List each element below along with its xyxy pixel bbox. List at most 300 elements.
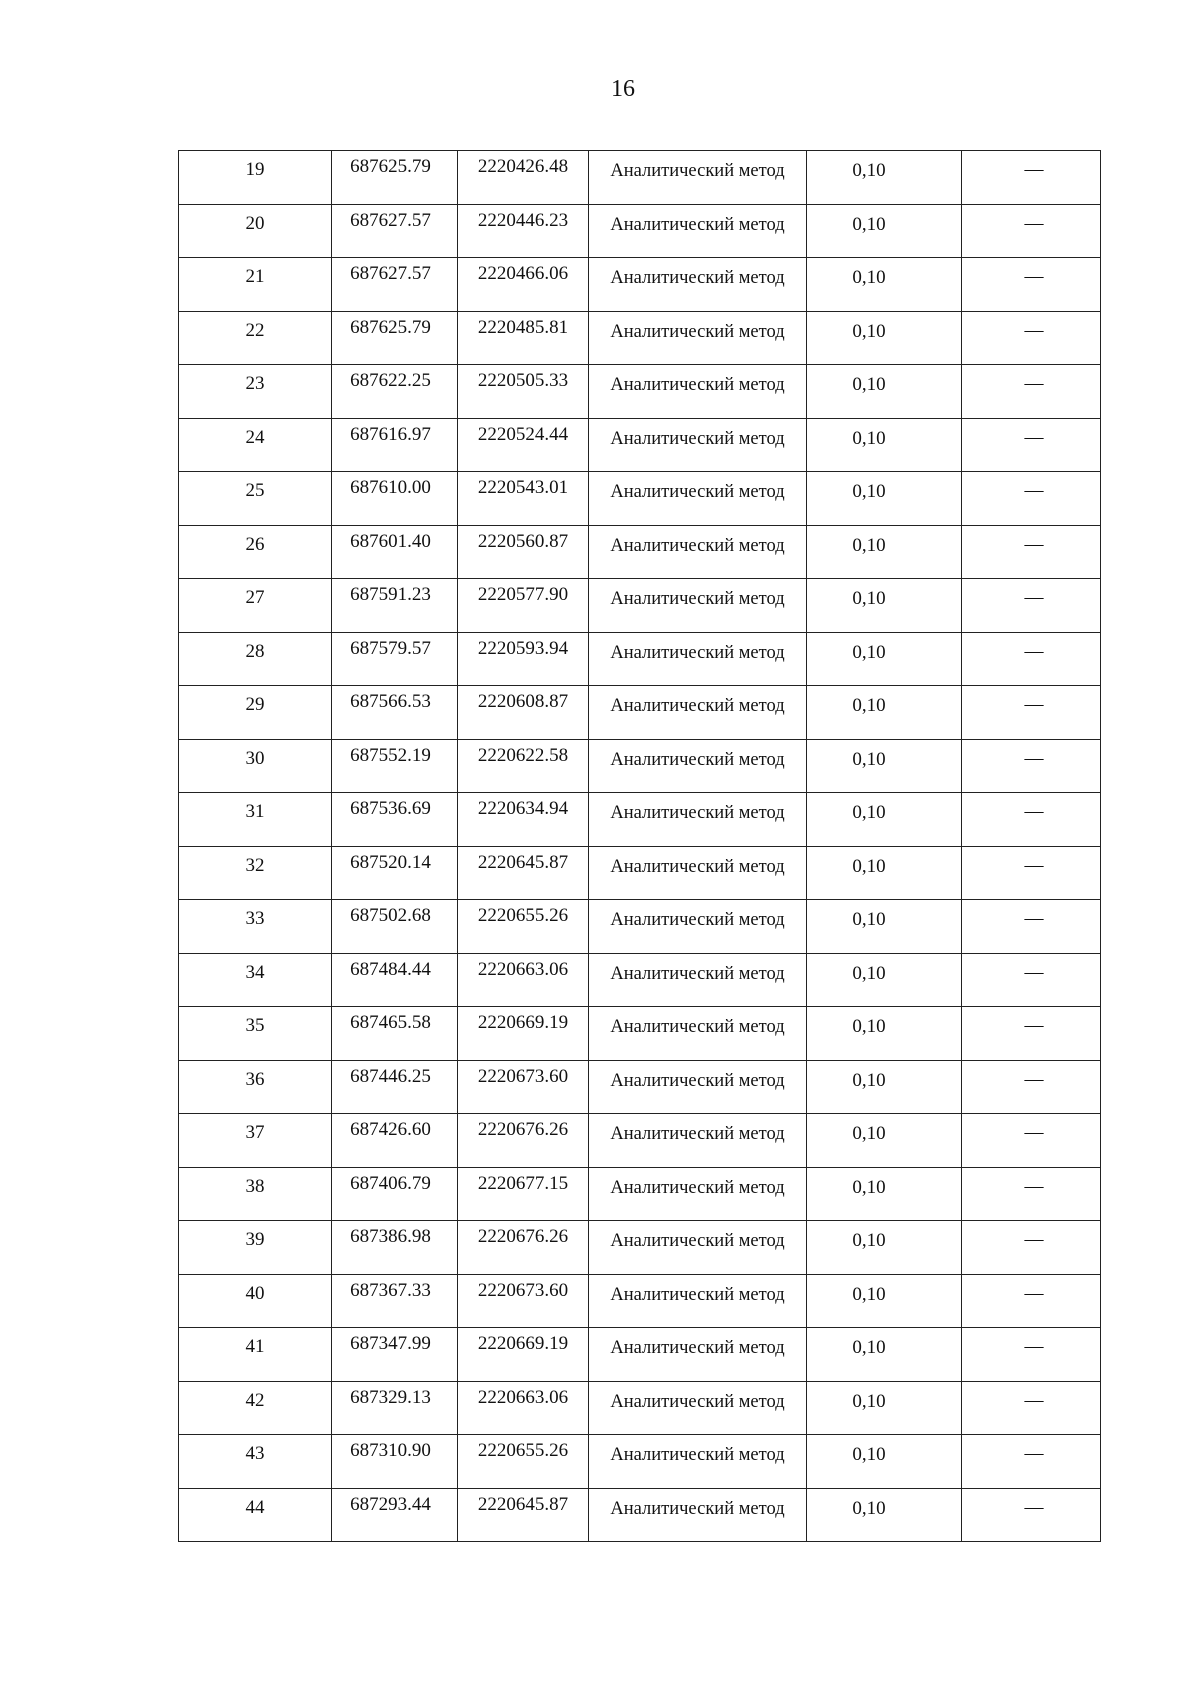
y-coordinate-cell-text: 2220560.87 xyxy=(477,530,569,552)
note-cell xyxy=(962,579,1101,633)
accuracy-cell xyxy=(807,846,962,900)
method-cell-text: Аналитический метод xyxy=(610,214,785,235)
note-cell-text: — xyxy=(1024,426,1044,448)
method-cell-text: Аналитический метод xyxy=(610,535,785,556)
point-number-cell xyxy=(179,365,332,419)
x-coordinate-cell xyxy=(332,1167,458,1221)
accuracy-cell xyxy=(807,686,962,740)
accuracy-cell-text: 0,10 xyxy=(852,1230,886,1251)
y-coordinate-cell-text: 2220676.26 xyxy=(477,1119,569,1140)
point-number-cell xyxy=(179,632,332,686)
point-number-cell xyxy=(179,1488,332,1542)
point-number-cell xyxy=(179,1274,332,1328)
table-row xyxy=(179,579,1101,633)
coordinates-table-wrapper xyxy=(178,150,1100,1542)
accuracy-cell-text: 0,10 xyxy=(852,534,886,556)
note-cell-text: — xyxy=(1024,854,1044,876)
method-cell-text: Аналитический метод xyxy=(610,1124,785,1144)
accuracy-cell xyxy=(807,258,962,312)
x-coordinate-cell xyxy=(332,846,458,900)
method-cell-text: Аналитический метод xyxy=(610,589,785,609)
note-cell-text: — xyxy=(1024,801,1044,822)
point-number-cell xyxy=(179,1060,332,1114)
accuracy-cell-text: 0,10 xyxy=(852,748,886,770)
x-coordinate-cell-text: 687627.57 xyxy=(350,263,431,284)
accuracy-cell xyxy=(807,1328,962,1382)
y-coordinate-cell-text: 2220676.26 xyxy=(477,1226,569,1247)
y-coordinate-cell-text: 2220669.19 xyxy=(477,1012,569,1033)
point-number-cell-text: 26 xyxy=(245,533,265,555)
note-cell-text: — xyxy=(1024,1443,1044,1464)
note-cell-text: — xyxy=(1024,373,1044,394)
method-cell-text: Аналитический метод xyxy=(610,1070,785,1091)
method-cell xyxy=(589,1114,807,1168)
method-cell-text: Аналитический метод xyxy=(610,696,785,716)
point-number-cell xyxy=(179,1381,332,1435)
point-number-cell xyxy=(179,686,332,740)
table-row xyxy=(179,1167,1101,1221)
point-number-cell-text: 22 xyxy=(245,319,265,341)
y-coordinate-cell xyxy=(458,1007,589,1061)
method-cell xyxy=(589,418,807,472)
method-cell xyxy=(589,686,807,740)
y-coordinate-cell xyxy=(458,525,589,579)
method-cell-text: Аналитический метод xyxy=(610,1017,785,1037)
note-cell-text: — xyxy=(1024,1229,1044,1250)
point-number-cell xyxy=(179,418,332,472)
accuracy-cell xyxy=(807,1114,962,1168)
x-coordinate-cell-text: 687610.00 xyxy=(350,477,431,498)
accuracy-cell xyxy=(807,900,962,954)
x-coordinate-cell xyxy=(332,1328,458,1382)
note-cell-text: — xyxy=(1024,961,1044,983)
note-cell xyxy=(962,1274,1101,1328)
x-coordinate-cell xyxy=(332,1381,458,1435)
method-cell-text: Аналитический метод xyxy=(610,1231,785,1251)
y-coordinate-cell xyxy=(458,846,589,900)
point-number-cell xyxy=(179,311,332,365)
method-cell-text: Аналитический метод xyxy=(610,268,785,288)
note-cell xyxy=(962,1007,1101,1061)
y-coordinate-cell-text: 2220673.60 xyxy=(477,1065,569,1087)
accuracy-cell-text: 0,10 xyxy=(852,855,886,877)
x-coordinate-cell xyxy=(332,632,458,686)
point-number-cell-text: 24 xyxy=(245,426,265,448)
y-coordinate-cell-text: 2220577.90 xyxy=(477,584,569,605)
x-coordinate-cell-text: 687625.79 xyxy=(350,156,431,177)
x-coordinate-cell-text: 687601.40 xyxy=(350,530,431,552)
accuracy-cell-text: 0,10 xyxy=(852,320,886,342)
table-row xyxy=(179,953,1101,1007)
y-coordinate-cell xyxy=(458,793,589,847)
point-number-cell xyxy=(179,739,332,793)
x-coordinate-cell-text: 687579.57 xyxy=(350,637,431,659)
y-coordinate-cell-text: 2220645.87 xyxy=(477,1493,569,1515)
method-cell xyxy=(589,793,807,847)
method-cell xyxy=(589,1221,807,1275)
method-cell xyxy=(589,472,807,526)
x-coordinate-cell-text: 687465.58 xyxy=(350,1012,431,1033)
y-coordinate-cell-text: 2220524.44 xyxy=(477,423,569,445)
accuracy-cell-text: 0,10 xyxy=(852,1069,886,1091)
method-cell xyxy=(589,525,807,579)
point-number-cell-text: 19 xyxy=(245,159,265,180)
point-number-cell-text: 38 xyxy=(245,1175,265,1197)
point-number-cell-text: 43 xyxy=(245,1443,265,1464)
accuracy-cell-text: 0,10 xyxy=(852,1016,886,1037)
y-coordinate-cell-text: 2220663.06 xyxy=(477,958,569,980)
note-cell xyxy=(962,1167,1101,1221)
point-number-cell-text: 31 xyxy=(245,801,265,822)
y-coordinate-cell xyxy=(458,151,589,205)
note-cell xyxy=(962,472,1101,526)
accuracy-cell-text: 0,10 xyxy=(852,588,886,609)
x-coordinate-cell xyxy=(332,686,458,740)
point-number-cell xyxy=(179,900,332,954)
accuracy-cell xyxy=(807,525,962,579)
accuracy-cell-text: 0,10 xyxy=(852,213,886,235)
note-cell xyxy=(962,418,1101,472)
table-row xyxy=(179,204,1101,258)
note-cell-text: — xyxy=(1024,1068,1044,1090)
note-cell xyxy=(962,311,1101,365)
accuracy-cell-text: 0,10 xyxy=(852,641,886,663)
accuracy-cell xyxy=(807,1007,962,1061)
y-coordinate-cell xyxy=(458,258,589,312)
accuracy-cell xyxy=(807,793,962,847)
table-row xyxy=(179,739,1101,793)
method-cell-text: Аналитический метод xyxy=(610,428,785,449)
point-number-cell xyxy=(179,1007,332,1061)
method-cell xyxy=(589,1488,807,1542)
y-coordinate-cell xyxy=(458,632,589,686)
y-coordinate-cell-text: 2220663.06 xyxy=(477,1386,569,1408)
method-cell-text: Аналитический метод xyxy=(610,910,785,930)
accuracy-cell-text: 0,10 xyxy=(852,909,886,930)
accuracy-cell xyxy=(807,365,962,419)
table-row xyxy=(179,1274,1101,1328)
method-cell-text: Аналитический метод xyxy=(610,1391,785,1412)
x-coordinate-cell-text: 687625.79 xyxy=(350,316,431,338)
x-coordinate-cell xyxy=(332,793,458,847)
x-coordinate-cell-text: 687591.23 xyxy=(350,584,431,605)
accuracy-cell-text: 0,10 xyxy=(852,374,886,395)
point-number-cell-text: 44 xyxy=(245,1496,265,1518)
note-cell xyxy=(962,1488,1101,1542)
method-cell xyxy=(589,1007,807,1061)
y-coordinate-cell xyxy=(458,418,589,472)
method-cell xyxy=(589,846,807,900)
method-cell-text: Аналитический метод xyxy=(610,1498,785,1519)
y-coordinate-cell xyxy=(458,1221,589,1275)
table-row xyxy=(179,525,1101,579)
method-cell xyxy=(589,1381,807,1435)
point-number-cell-text: 33 xyxy=(245,908,265,929)
x-coordinate-cell-text: 687627.57 xyxy=(350,209,431,231)
x-coordinate-cell xyxy=(332,1221,458,1275)
x-coordinate-cell-text: 687622.25 xyxy=(350,370,431,391)
y-coordinate-cell-text: 2220645.87 xyxy=(477,851,569,873)
page-number: 16 xyxy=(611,76,635,102)
table-row xyxy=(179,258,1101,312)
x-coordinate-cell-text: 687367.33 xyxy=(350,1279,431,1301)
x-coordinate-cell xyxy=(332,472,458,526)
point-number-cell-text: 36 xyxy=(245,1068,265,1090)
method-cell-text: Аналитический метод xyxy=(610,642,785,663)
note-cell xyxy=(962,793,1101,847)
y-coordinate-cell xyxy=(458,1060,589,1114)
x-coordinate-cell-text: 687536.69 xyxy=(350,798,431,819)
y-coordinate-cell xyxy=(458,686,589,740)
method-cell-text: Аналитический метод xyxy=(610,1338,785,1358)
coordinates-table xyxy=(178,150,1101,1542)
x-coordinate-cell-text: 687566.53 xyxy=(350,691,431,712)
method-cell-text: Аналитический метод xyxy=(610,749,785,770)
x-coordinate-cell xyxy=(332,1060,458,1114)
accuracy-cell xyxy=(807,1060,962,1114)
note-cell xyxy=(962,365,1101,419)
x-coordinate-cell-text: 687552.19 xyxy=(350,744,431,766)
y-coordinate-cell-text: 2220608.87 xyxy=(477,691,569,712)
note-cell-text: — xyxy=(1024,1282,1044,1304)
y-coordinate-cell-text: 2220677.15 xyxy=(477,1172,569,1194)
point-number-cell-text: 35 xyxy=(245,1015,265,1036)
note-cell-text: — xyxy=(1024,587,1044,608)
point-number-cell xyxy=(179,1435,332,1489)
method-cell-text: Аналитический метод xyxy=(610,161,785,181)
accuracy-cell xyxy=(807,204,962,258)
note-cell xyxy=(962,1114,1101,1168)
x-coordinate-cell xyxy=(332,739,458,793)
table-row xyxy=(179,418,1101,472)
accuracy-cell-text: 0,10 xyxy=(852,267,886,288)
x-coordinate-cell-text: 687616.97 xyxy=(350,423,431,445)
note-cell xyxy=(962,632,1101,686)
note-cell-text: — xyxy=(1024,747,1044,769)
note-cell-text: — xyxy=(1024,1336,1044,1357)
note-cell xyxy=(962,1381,1101,1435)
method-cell xyxy=(589,1328,807,1382)
note-cell-text: — xyxy=(1024,266,1044,287)
accuracy-cell xyxy=(807,1381,962,1435)
x-coordinate-cell xyxy=(332,900,458,954)
x-coordinate-cell-text: 687484.44 xyxy=(350,958,431,980)
x-coordinate-cell-text: 687293.44 xyxy=(350,1493,431,1515)
method-cell xyxy=(589,204,807,258)
x-coordinate-cell xyxy=(332,258,458,312)
note-cell xyxy=(962,204,1101,258)
accuracy-cell xyxy=(807,579,962,633)
point-number-cell xyxy=(179,846,332,900)
point-number-cell xyxy=(179,1328,332,1382)
table-row xyxy=(179,151,1101,205)
method-cell xyxy=(589,632,807,686)
note-cell xyxy=(962,686,1101,740)
table-row xyxy=(179,1381,1101,1435)
x-coordinate-cell xyxy=(332,1488,458,1542)
method-cell xyxy=(589,151,807,205)
x-coordinate-cell-text: 687446.25 xyxy=(350,1065,431,1087)
accuracy-cell xyxy=(807,953,962,1007)
method-cell-text: Аналитический метод xyxy=(610,803,785,823)
accuracy-cell-text: 0,10 xyxy=(852,695,886,716)
table-row xyxy=(179,900,1101,954)
x-coordinate-cell-text: 687520.14 xyxy=(350,851,431,873)
point-number-cell xyxy=(179,1167,332,1221)
accuracy-cell xyxy=(807,1488,962,1542)
note-cell-text: — xyxy=(1024,1496,1044,1518)
x-coordinate-cell xyxy=(332,311,458,365)
table-row xyxy=(179,1435,1101,1489)
point-number-cell-text: 20 xyxy=(245,212,265,234)
point-number-cell xyxy=(179,472,332,526)
x-coordinate-cell-text: 687310.90 xyxy=(350,1440,431,1461)
note-cell-text: — xyxy=(1024,640,1044,662)
note-cell-text: — xyxy=(1024,480,1044,501)
accuracy-cell xyxy=(807,1274,962,1328)
point-number-cell-text: 25 xyxy=(245,480,265,501)
table-row xyxy=(179,472,1101,526)
accuracy-cell xyxy=(807,1167,962,1221)
method-cell-text: Аналитический метод xyxy=(610,321,785,342)
y-coordinate-cell xyxy=(458,1488,589,1542)
method-cell xyxy=(589,1274,807,1328)
method-cell xyxy=(589,258,807,312)
point-number-cell xyxy=(179,1114,332,1168)
note-cell xyxy=(962,953,1101,1007)
table-row xyxy=(179,1060,1101,1114)
method-cell xyxy=(589,953,807,1007)
method-cell-text: Аналитический метод xyxy=(610,375,785,395)
x-coordinate-cell xyxy=(332,418,458,472)
y-coordinate-cell-text: 2220466.06 xyxy=(477,263,569,284)
note-cell xyxy=(962,525,1101,579)
note-cell xyxy=(962,846,1101,900)
point-number-cell xyxy=(179,525,332,579)
table-row xyxy=(179,793,1101,847)
y-coordinate-cell-text: 2220446.23 xyxy=(477,209,569,231)
y-coordinate-cell xyxy=(458,1328,589,1382)
table-row xyxy=(179,632,1101,686)
x-coordinate-cell-text: 687406.79 xyxy=(350,1172,431,1194)
note-cell-text: — xyxy=(1024,908,1044,929)
point-number-cell-text: 23 xyxy=(245,373,265,394)
table-row xyxy=(179,686,1101,740)
point-number-cell-text: 37 xyxy=(245,1122,265,1143)
point-number-cell-text: 28 xyxy=(245,640,265,662)
point-number-cell-text: 29 xyxy=(245,694,265,715)
accuracy-cell-text: 0,10 xyxy=(852,1337,886,1358)
x-coordinate-cell xyxy=(332,579,458,633)
accuracy-cell xyxy=(807,739,962,793)
point-number-cell-text: 21 xyxy=(245,266,265,287)
y-coordinate-cell xyxy=(458,1274,589,1328)
table-body xyxy=(179,151,1101,1542)
note-cell-text: — xyxy=(1024,694,1044,715)
y-coordinate-cell-text: 2220543.01 xyxy=(477,477,569,498)
table-row xyxy=(179,311,1101,365)
y-coordinate-cell xyxy=(458,1435,589,1489)
y-coordinate-cell xyxy=(458,1381,589,1435)
y-coordinate-cell xyxy=(458,739,589,793)
method-cell-text: Аналитический метод xyxy=(610,482,785,502)
x-coordinate-cell xyxy=(332,1435,458,1489)
table-row xyxy=(179,1114,1101,1168)
method-cell-text: Аналитический метод xyxy=(610,963,785,984)
note-cell-text: — xyxy=(1024,1015,1044,1036)
y-coordinate-cell-text: 2220655.26 xyxy=(477,905,569,926)
table-row xyxy=(179,1328,1101,1382)
method-cell-text: Аналитический метод xyxy=(610,856,785,877)
x-coordinate-cell-text: 687426.60 xyxy=(350,1119,431,1140)
note-cell xyxy=(962,1060,1101,1114)
note-cell xyxy=(962,1328,1101,1382)
method-cell-text: Аналитический метод xyxy=(610,1284,785,1305)
note-cell-text: — xyxy=(1024,159,1044,180)
note-cell xyxy=(962,1435,1101,1489)
point-number-cell xyxy=(179,204,332,258)
x-coordinate-cell xyxy=(332,151,458,205)
table-row xyxy=(179,365,1101,419)
y-coordinate-cell xyxy=(458,1114,589,1168)
y-coordinate-cell-text: 2220669.19 xyxy=(477,1333,569,1354)
y-coordinate-cell-text: 2220622.58 xyxy=(477,744,569,766)
note-cell xyxy=(962,1221,1101,1275)
method-cell xyxy=(589,1167,807,1221)
point-number-cell xyxy=(179,151,332,205)
point-number-cell xyxy=(179,258,332,312)
method-cell xyxy=(589,1435,807,1489)
accuracy-cell-text: 0,10 xyxy=(852,1176,886,1198)
y-coordinate-cell-text: 2220634.94 xyxy=(477,798,569,819)
point-number-cell-text: 32 xyxy=(245,854,265,876)
y-coordinate-cell xyxy=(458,579,589,633)
method-cell-text: Аналитический метод xyxy=(610,1177,785,1198)
accuracy-cell xyxy=(807,311,962,365)
x-coordinate-cell-text: 687347.99 xyxy=(350,1333,431,1354)
point-number-cell-text: 34 xyxy=(245,961,265,983)
point-number-cell-text: 30 xyxy=(245,747,265,769)
method-cell xyxy=(589,739,807,793)
y-coordinate-cell-text: 2220426.48 xyxy=(477,156,569,177)
accuracy-cell-text: 0,10 xyxy=(852,427,886,449)
accuracy-cell-text: 0,10 xyxy=(852,160,886,181)
y-coordinate-cell xyxy=(458,472,589,526)
point-number-cell-text: 41 xyxy=(245,1336,265,1357)
accuracy-cell xyxy=(807,1435,962,1489)
table-row xyxy=(179,1007,1101,1061)
table-row xyxy=(179,846,1101,900)
note-cell xyxy=(962,739,1101,793)
x-coordinate-cell xyxy=(332,1114,458,1168)
x-coordinate-cell-text: 687502.68 xyxy=(350,905,431,926)
method-cell xyxy=(589,579,807,633)
method-cell xyxy=(589,1060,807,1114)
note-cell xyxy=(962,258,1101,312)
y-coordinate-cell-text: 2220593.94 xyxy=(477,637,569,659)
point-number-cell xyxy=(179,1221,332,1275)
x-coordinate-cell xyxy=(332,1274,458,1328)
method-cell-text: Аналитический метод xyxy=(610,1445,785,1465)
accuracy-cell xyxy=(807,472,962,526)
y-coordinate-cell xyxy=(458,365,589,419)
y-coordinate-cell xyxy=(458,204,589,258)
x-coordinate-cell xyxy=(332,953,458,1007)
method-cell xyxy=(589,900,807,954)
accuracy-cell xyxy=(807,418,962,472)
point-number-cell xyxy=(179,953,332,1007)
note-cell-text: — xyxy=(1024,319,1044,341)
